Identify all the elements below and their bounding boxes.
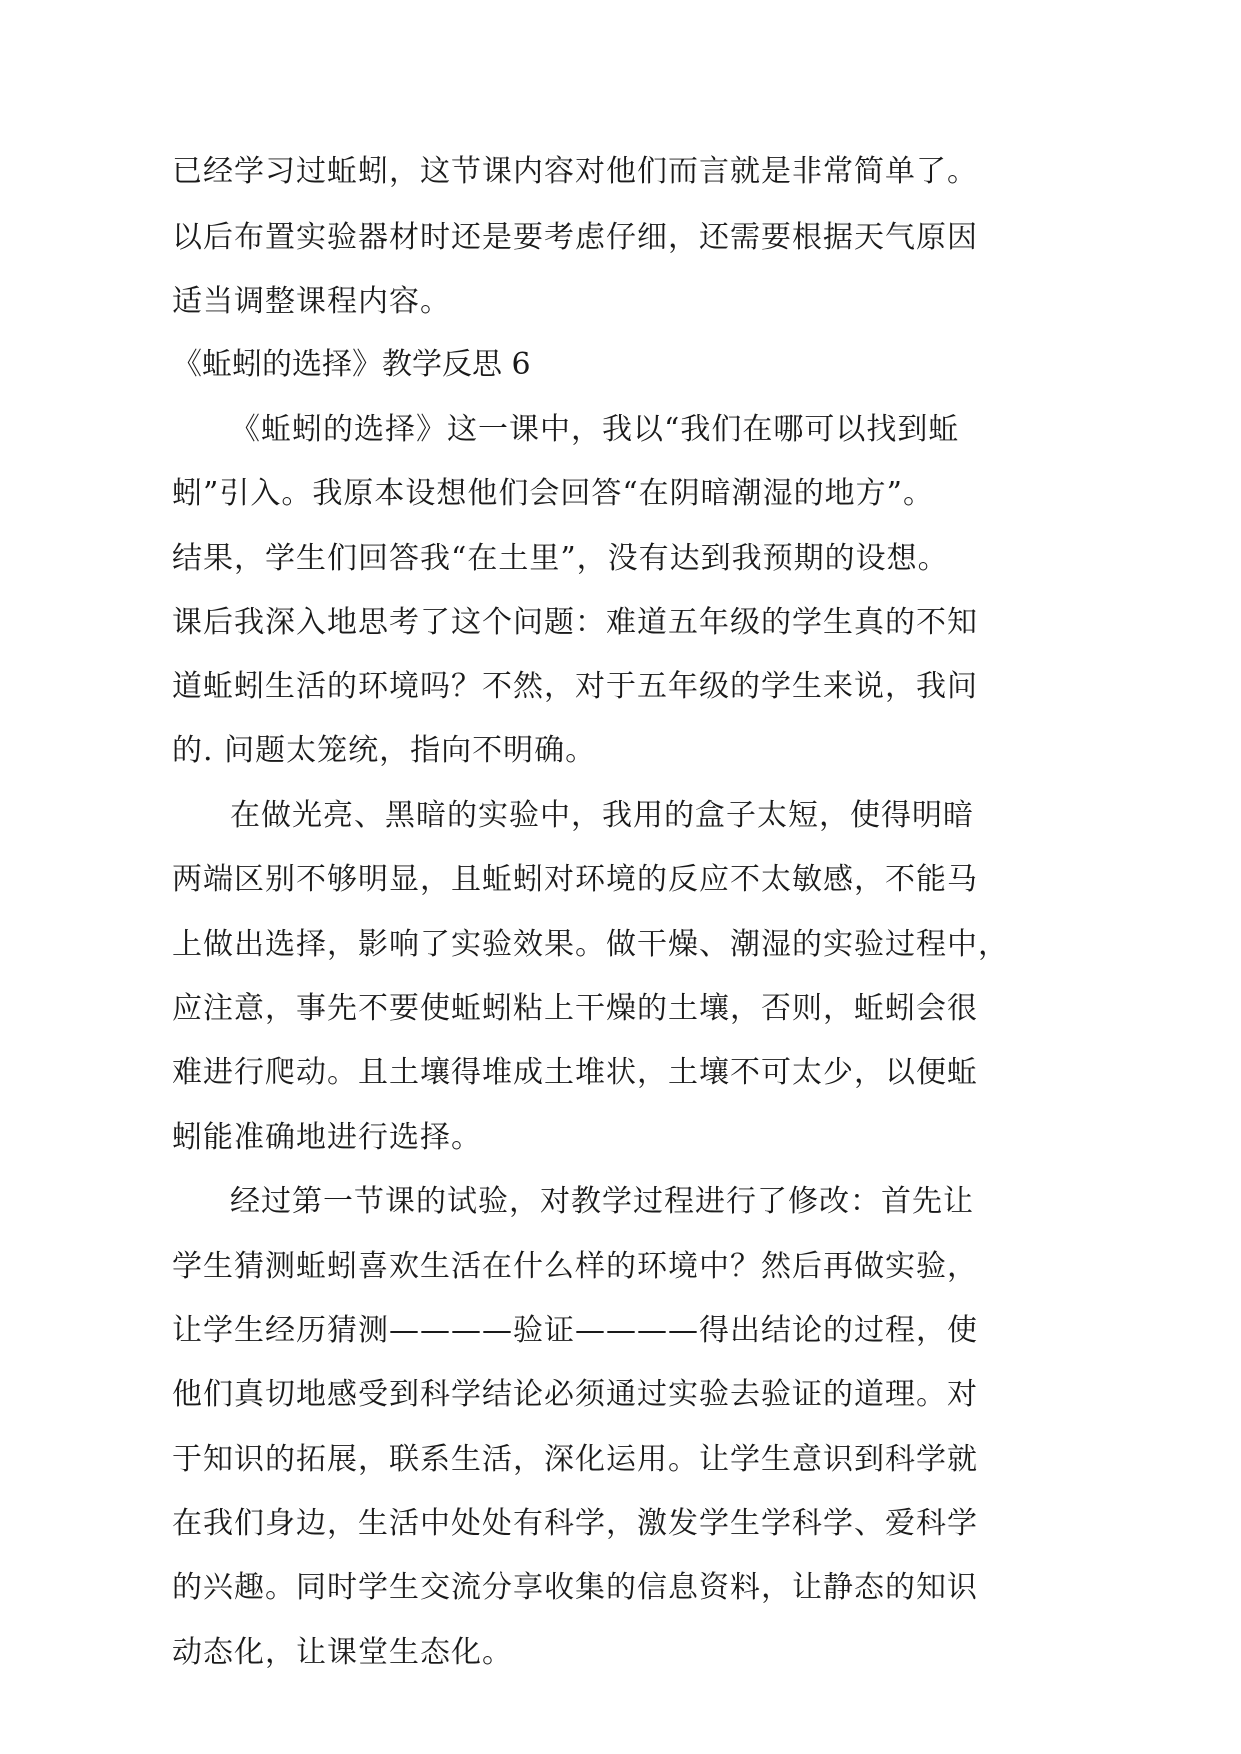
text-line: 《蚯蚓的选择》这一课中，我以“我们在哪可以找到蚯 <box>230 412 960 447</box>
text-line: 的. 问题太笼统，指向不明确。 <box>172 733 597 768</box>
text-line: 两端区别不够明显，且蚯蚓对环境的反应不太敏感，不能马 <box>172 862 978 897</box>
text-line: 动态化，让课堂生态化。 <box>172 1635 513 1670</box>
section-title: 《蚯蚓的选择》教学反思 6 <box>172 347 531 382</box>
text-line: 应注意，事先不要使蚯蚓粘上干燥的土壤，否则，蚯蚓会很 <box>172 991 978 1026</box>
text-line: 的兴趣。同时学生交流分享收集的信息资料，让静态的知识 <box>172 1570 978 1605</box>
text-line: 以后布置实验器材时还是要考虑仔细，还需要根据天气原因 <box>172 220 978 255</box>
text-line: 上做出选择，影响了实验效果。做干燥、潮湿的实验过程中， <box>172 927 1009 962</box>
text-line: 经过第一节课的试验，对教学过程进行了修改：首先让 <box>230 1184 974 1219</box>
text-line: 在我们身边，生活中处处有科学，激发学生学科学、爱科学 <box>172 1506 978 1541</box>
text-line: 结果，学生们回答我“在土里”，没有达到我预期的设想。 <box>172 541 949 576</box>
text-line: 难进行爬动。且土壤得堆成土堆状，土壤不可太少，以便蚯 <box>172 1055 978 1090</box>
text-line: 他们真切地感受到科学结论必须通过实验去验证的道理。对 <box>172 1377 978 1412</box>
text-line: 适当调整课程内容。 <box>172 284 451 319</box>
text-line: 已经学习过蚯蚓，这节课内容对他们而言就是非常简单了。 <box>172 154 978 189</box>
text-line: 道蚯蚓生活的环境吗？不然，对于五年级的学生来说，我问 <box>172 669 978 704</box>
text-line: 课后我深入地思考了这个问题：难道五年级的学生真的不知 <box>172 605 978 640</box>
text-line: 于知识的拓展，联系生活，深化运用。让学生意识到科学就 <box>172 1442 978 1477</box>
text-line: 学生猜测蚯蚓喜欢生活在什么样的环境中？然后再做实验， <box>172 1249 978 1284</box>
text-line: 蚓能准确地进行选择。 <box>172 1120 482 1155</box>
text-line: 蚓”引入。我原本设想他们会回答“在阴暗潮湿的地方”。 <box>172 476 935 511</box>
text-line: 在做光亮、黑暗的实验中，我用的盒子太短，使得明暗 <box>230 798 974 833</box>
text-line: 让学生经历猜测————验证————得出结论的过程，使 <box>172 1313 978 1348</box>
